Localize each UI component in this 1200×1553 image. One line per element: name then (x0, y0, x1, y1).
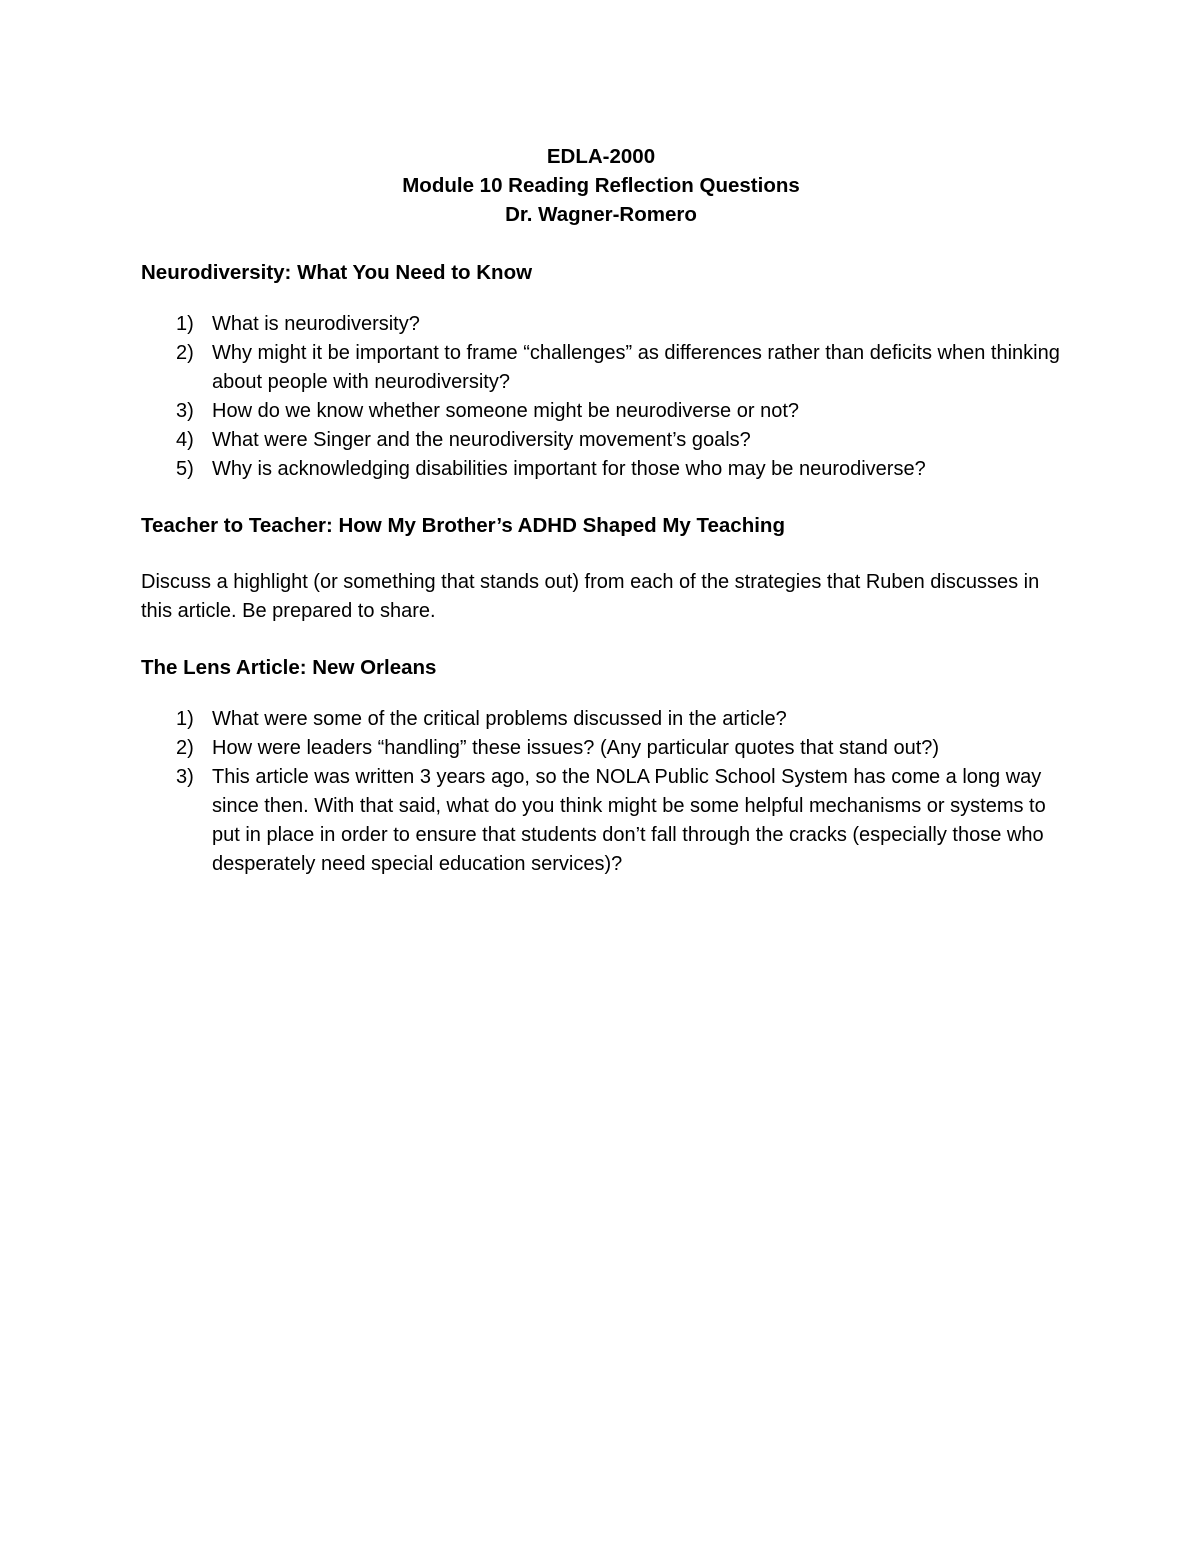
question-list-neurodiversity (141, 310, 1061, 484)
document-page (141, 138, 1061, 879)
section-heading-neurodiversity: Neurodiversity: What You Need to Know (141, 261, 533, 284)
question-text: What is neurodiversity? (212, 313, 420, 335)
course-code: EDLA-2000 (546, 145, 656, 168)
list-item (141, 397, 1061, 426)
question-number: 4) (176, 429, 194, 451)
question-text: Why is acknowledging disabilities important for those who may be neurodiverse? (212, 458, 926, 480)
question-number: 3) (176, 400, 194, 422)
question-text: What were some of the critical problems discussed in the article? (212, 708, 787, 730)
question-text: Why might it be important to frame “challenges” as differences rather than deficits when thinking about people with neurodiversity? (212, 342, 1060, 393)
list-item (141, 455, 1061, 484)
question-number: 2) (176, 342, 194, 364)
section-heading-teacher-to-teacher: Teacher to Teacher: How My Brother’s ADHD Shaped My Teaching (141, 514, 785, 537)
question-number: 2) (176, 737, 194, 759)
list-item (141, 763, 1061, 879)
list-item (141, 310, 1061, 339)
question-number: 1) (176, 708, 194, 730)
question-text: How were leaders “handling” these issues? (Any particular quotes that stand out?) (212, 737, 940, 759)
question-text: How do we know whether someone might be neurodiverse or not? (212, 400, 799, 422)
question-list-lens-article (141, 705, 1061, 879)
question-text: What were Singer and the neurodiversity movement’s goals? (212, 429, 751, 451)
question-number: 3) (176, 766, 194, 788)
instructor-name: Dr. Wagner-Romero (505, 203, 697, 226)
section-heading-lens-article: The Lens Article: New Orleans (141, 656, 437, 679)
question-number: 1) (176, 313, 194, 335)
section-paragraph: Discuss a highlight (or something that stands out) from each of the strategies that Ruben discusses in this article. Be prepared to share. (141, 571, 1040, 622)
document-header (141, 142, 1061, 229)
question-number: 5) (176, 458, 194, 480)
list-item (141, 734, 1061, 763)
list-item (141, 339, 1061, 397)
document-title: Module 10 Reading Reflection Questions (402, 174, 800, 197)
list-item (141, 426, 1061, 455)
list-item (141, 705, 1061, 734)
question-text: This article was written 3 years ago, so the NOLA Public School System has come a long way since then. With that said, what do you think might be some helpful mechanisms or systems to put in place in order to ensure that students don’t fall through the cracks (especially those who desperately need special education services)? (212, 766, 1046, 875)
